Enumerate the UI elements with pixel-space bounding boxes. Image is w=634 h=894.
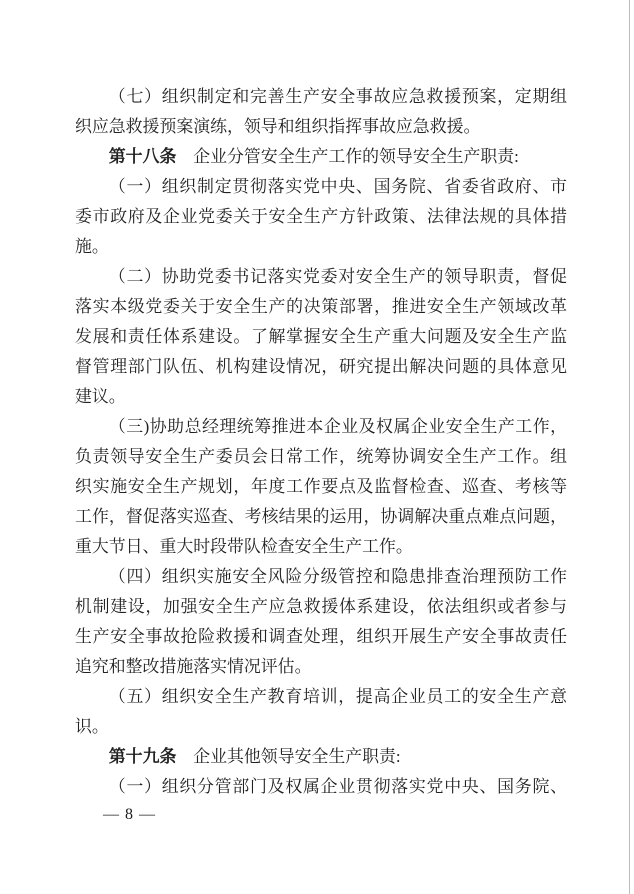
document-body [75,82,567,802]
text-line: 重大节日、重大时段带队检查安全生产工作。 [75,537,413,556]
text-line: 第十九条 企业其他领导安全生产职责: [108,747,401,766]
text-line: （一）组织制定贯彻落实党中央、国务院、省委省政府、市 [108,177,567,196]
text-line: 发展和责任体系建设。了解掌握安全生产重大问题及安全生产监 [75,327,567,346]
text-line: 织实施安全生产规划，年度工作要点及监督检查、巡查、考核等 [75,477,567,496]
text-line: 负责领导安全生产委员会日常工作，统筹协调安全生产工作。组 [75,447,567,466]
text-line: 生产安全事故抢险救援和调查处理，组织开展生产安全事故责任 [75,627,567,646]
article-heading: 第十八条 [108,147,177,166]
text-line: 第十八条 企业分管安全生产工作的领导安全生产职责: [108,147,519,166]
text-line: 机制建设，加强安全生产应急救援体系建设，依法组织或者参与 [75,597,567,616]
text-line: 追究和整改措施落实情况评估。 [75,657,312,676]
text-line: （二）协助党委书记落实党委对安全生产的领导职责，督促 [108,267,567,286]
text-line: （五）组织安全生产教育培训，提高企业员工的安全生产意 [108,687,567,706]
page-number: — 8 — [103,806,156,823]
text-line: 建议。 [75,387,126,406]
text-line: 落实本级党委关于安全生产的决策部署，推进安全生产领域改革 [75,297,567,316]
text-line: 织应急救援预案演练，领导和组织指挥事故应急救援。 [75,117,481,136]
text-line: 委市政府及企业党委关于安全生产方针政策、法律法规的具体措 [75,207,567,226]
text-line: 督管理部门队伍、机构建设情况，研究提出解决问题的具体意见 [75,357,567,376]
text-line: 识。 [75,717,109,736]
text-line: 施。 [75,237,109,256]
text-line: （一）组织分管部门及权属企业贯彻落实党中央、国务院、 [108,777,567,796]
text-line: （四）组织实施安全风险分级管控和隐患排查治理预防工作 [108,567,567,586]
article-heading: 第十九条 [108,747,177,766]
text-line: （七）组织制定和完善生产安全事故应急救援预案，定期组 [108,87,567,106]
text-line: 工作，督促落实巡查、考核结果的运用，协调解决重点难点问题， [75,507,567,526]
text-line: （三)协助总经理统筹推进本企业及权属企业安全生产工作， [108,417,567,436]
scan-edge-line [629,0,630,894]
